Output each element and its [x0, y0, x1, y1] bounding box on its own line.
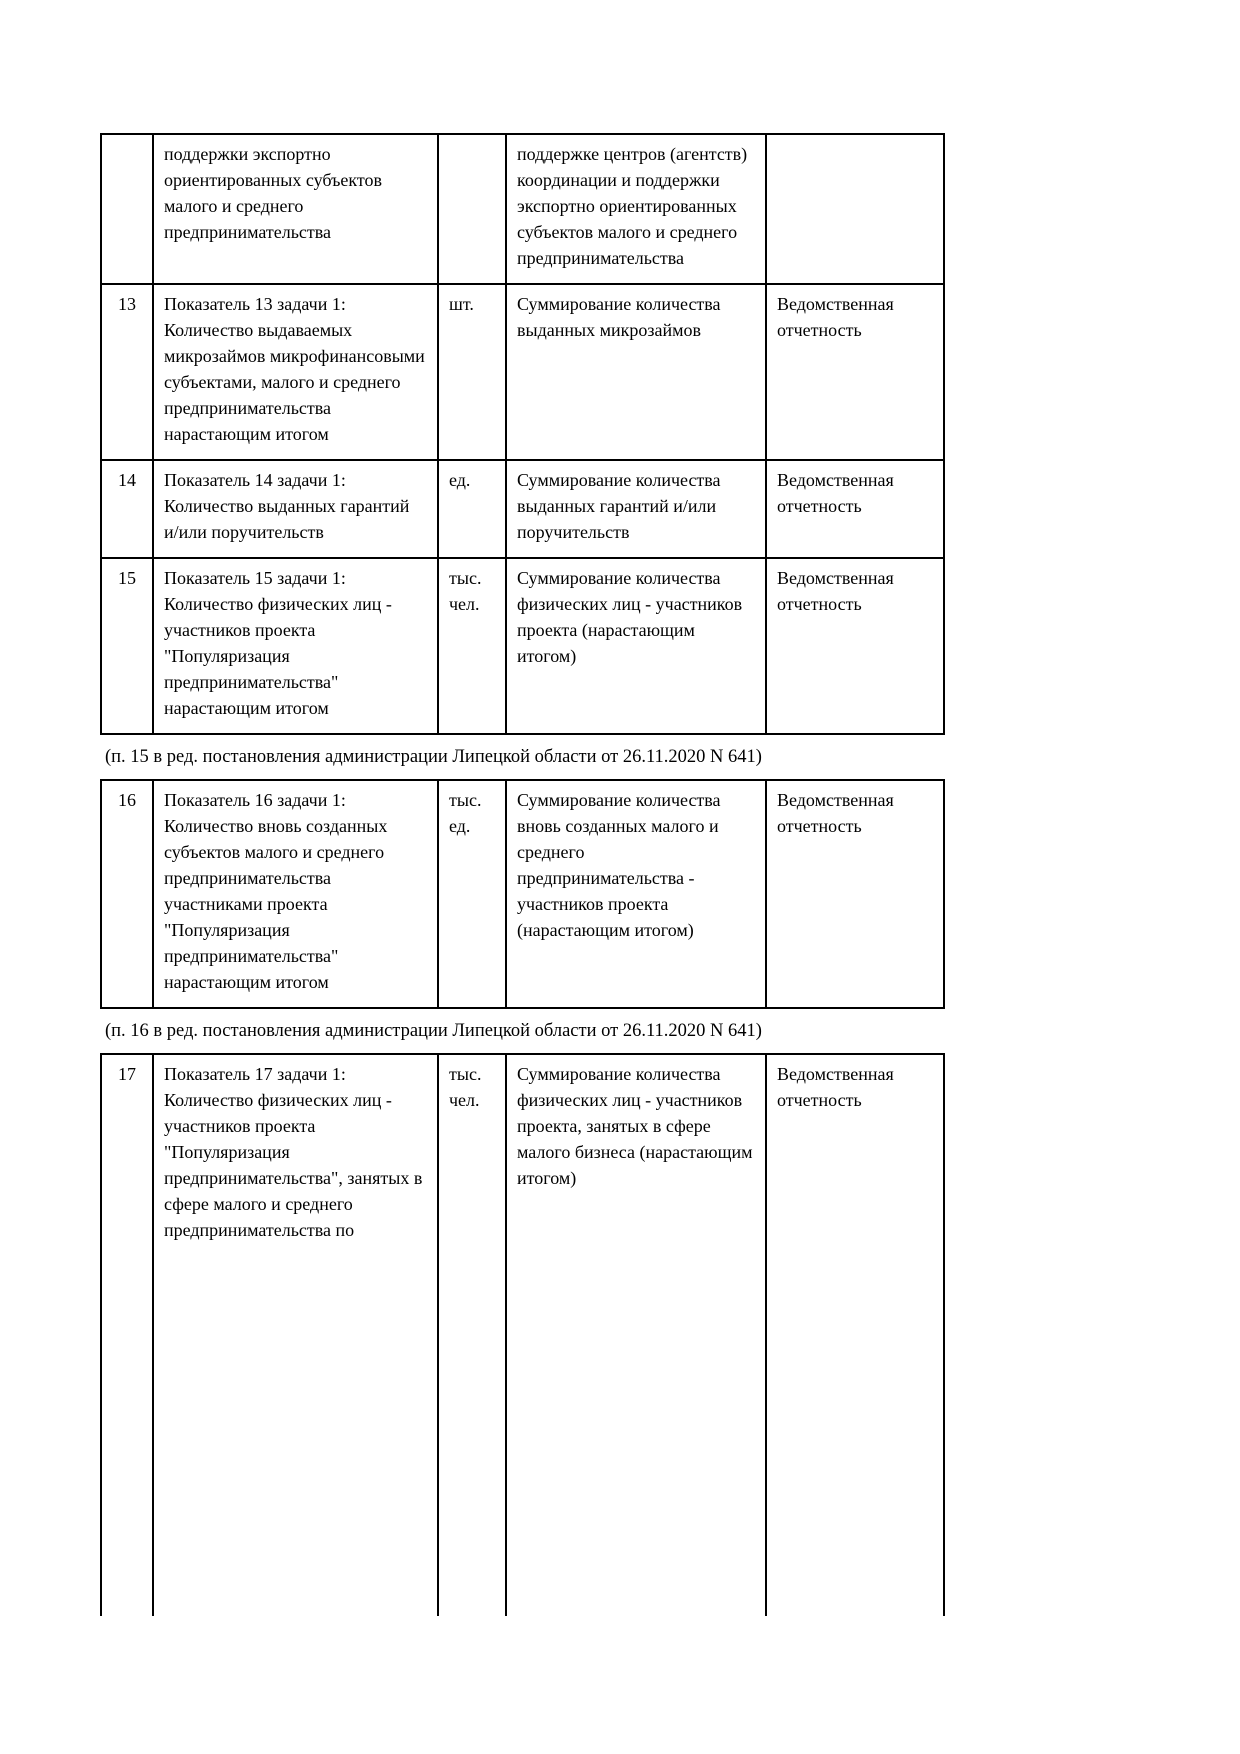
- cell-method: Суммирование количества выданных микрозаймов: [505, 285, 765, 459]
- cell-unit: тыс. ед.: [437, 781, 505, 1007]
- cell-indicator: Показатель 13 задачи 1: Количество выдаваемых микрозаймов микрофинансовыми субъектами, малого и среднего предпринимательства нарастающим итогом: [152, 285, 437, 459]
- cell-number: 14: [118, 470, 136, 490]
- cell-indicator: Показатель 17 задачи 1: Количество физических лиц - участников проекта "Популяризация предпринимательства", занятых в сфере малого и среднего предпринимательства по: [152, 1055, 437, 1616]
- table-segment-3: [100, 1053, 945, 1616]
- cell-method: Суммирование количества выданных гарантий и/или поручительств: [505, 461, 765, 557]
- table-row: [102, 781, 943, 1007]
- table-segment-2: [100, 779, 945, 1009]
- cell-number: 15: [118, 568, 136, 588]
- cell-source: Ведомственная отчетность: [765, 1055, 943, 1616]
- table-row: [102, 1055, 943, 1616]
- cell-unit: тыс. чел.: [437, 559, 505, 733]
- cell-indicator: поддержки экспортно ориентированных субъектов малого и среднего предпринимательства: [152, 135, 437, 283]
- cell-indicator: Показатель 15 задачи 1: Количество физических лиц - участников проекта "Популяризация предпринимательства" нарастающим итогом: [152, 559, 437, 733]
- cell-unit: ед.: [437, 461, 505, 557]
- cell-number: 13: [118, 294, 136, 314]
- table-segment-1: [100, 133, 945, 735]
- cell-indicator: Показатель 14 задачи 1: Количество выданных гарантий и/или поручительств: [152, 461, 437, 557]
- cell-source: Ведомственная отчетность: [765, 781, 943, 1007]
- cell-method: поддержке центров (агентств) координации и поддержки экспортно ориентированных субъектов малого и среднего предпринимательства: [505, 135, 765, 283]
- cell-unit: тыс. чел.: [437, 1055, 505, 1616]
- cell-unit: шт.: [437, 285, 505, 459]
- cell-unit: [437, 135, 505, 283]
- amendment-note: (п. 16 в ред. постановления администрации Липецкой области от 26.11.2020 N 641): [105, 1021, 762, 1041]
- indicators-table: [100, 133, 945, 1616]
- cell-method: Суммирование количества физических лиц - участников проекта (нарастающим итогом): [505, 559, 765, 733]
- cell-source: Ведомственная отчетность: [765, 285, 943, 459]
- cell-method: Суммирование количества вновь созданных малого и среднего предпринимательства - участников проекта (нарастающим итогом): [505, 781, 765, 1007]
- cell-indicator: Показатель 16 задачи 1: Количество вновь созданных субъектов малого и среднего предпринимательства участниками проекта "Популяризация предпринимательства" нарастающим итогом: [152, 781, 437, 1007]
- amendment-note: (п. 15 в ред. постановления администрации Липецкой области от 26.11.2020 N 641): [105, 747, 762, 767]
- cell-source: [765, 135, 943, 283]
- cell-number: 16: [118, 790, 136, 810]
- cell-method: Суммирование количества физических лиц - участников проекта, занятых в сфере малого бизнеса (нарастающим итогом): [505, 1055, 765, 1616]
- cell-number: [102, 135, 152, 283]
- cell-source: Ведомственная отчетность: [765, 461, 943, 557]
- table-row: [102, 135, 943, 283]
- cell-source: Ведомственная отчетность: [765, 559, 943, 733]
- table-row: [102, 283, 943, 459]
- table-row: [102, 459, 943, 557]
- cell-number: 17: [118, 1064, 136, 1084]
- table-row: [102, 557, 943, 733]
